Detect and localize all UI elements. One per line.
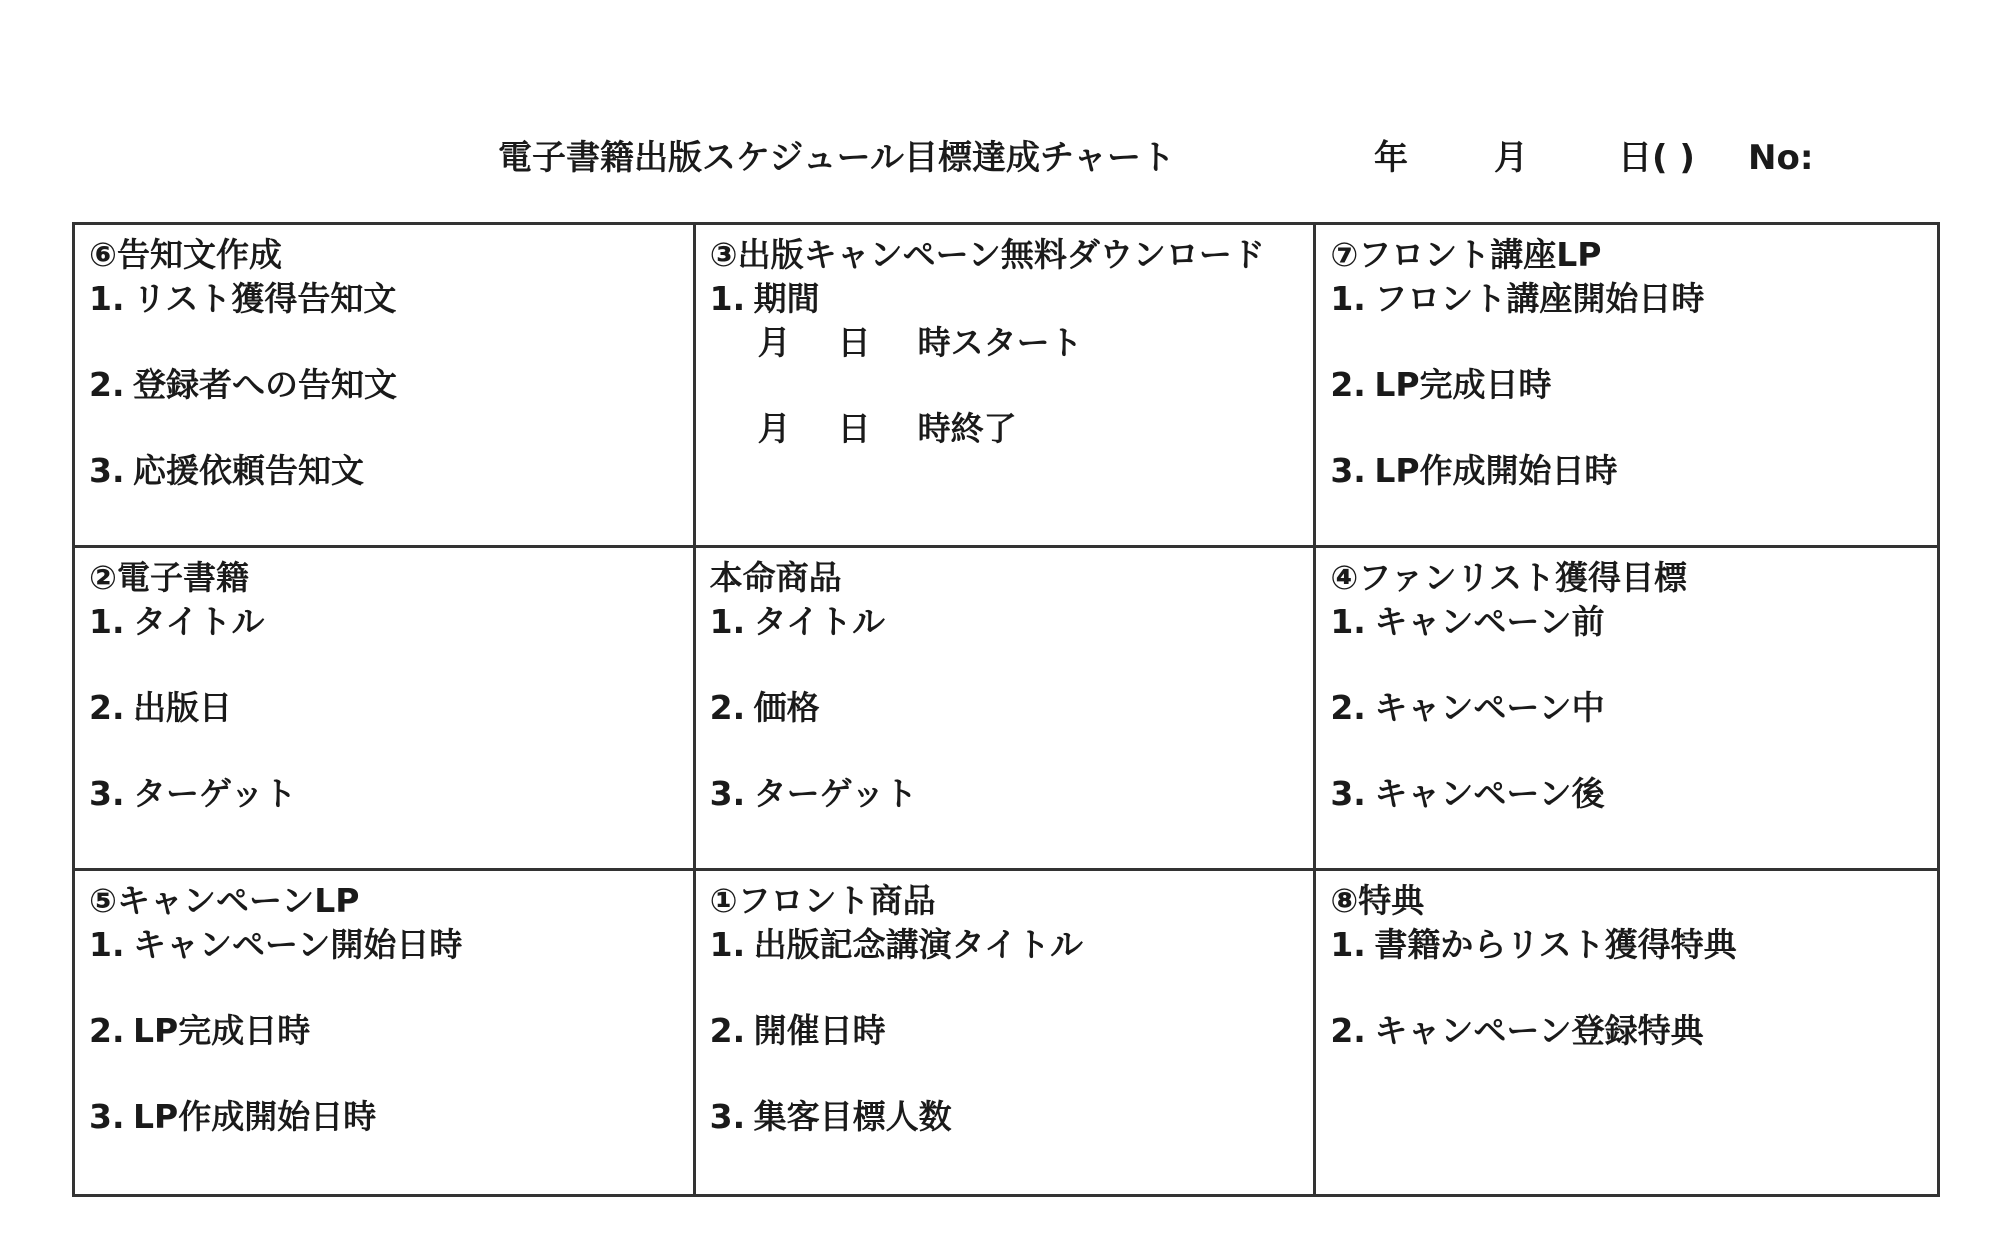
chart-cell (696, 548, 1317, 871)
item-number: 1. (709, 925, 746, 964)
cell-item (710, 1095, 1300, 1181)
item-number: 3. (89, 1097, 125, 1136)
item-number: 1. (1330, 925, 1366, 964)
cell-title: ④ファンリスト獲得目標 (1330, 558, 1687, 597)
cell-item (89, 1095, 679, 1181)
period-day: 日 (837, 323, 871, 362)
item-number: 2. (1330, 1011, 1366, 1050)
chart-cell (1316, 225, 1937, 548)
item-number: 1. (709, 279, 746, 318)
period-line (710, 321, 1300, 407)
cell-title: ②電子書籍 (89, 558, 249, 597)
chart-cell (696, 225, 1317, 548)
cell-title: ⑦フロント講座LP (1330, 235, 1602, 274)
cell-item (1330, 686, 1923, 772)
item-text: 応援依頼告知文 (133, 451, 364, 490)
item-number: 3. (709, 1097, 746, 1136)
cell-item (89, 449, 679, 535)
item-number: 3. (709, 774, 746, 813)
item-number: 1. (1330, 279, 1366, 318)
cell-item (710, 600, 1300, 686)
item-text: LP作成開始日時 (1374, 451, 1618, 490)
cell-item (89, 686, 679, 772)
number-label: No: (1748, 138, 1814, 178)
period-end: 時スタート (917, 323, 1083, 362)
cell-title: ①フロント商品 (709, 881, 936, 920)
item-text: ターゲット (133, 774, 297, 813)
cell-item (89, 363, 679, 449)
cell-item (710, 1009, 1300, 1095)
cell-item (1330, 363, 1923, 449)
item-text: 集客目標人数 (753, 1097, 952, 1136)
cell-item (1330, 923, 1923, 1009)
item-text: 出版日 (133, 688, 232, 727)
period-line (710, 407, 1300, 493)
item-text: 期間 (753, 279, 820, 318)
cell-item (89, 772, 679, 858)
item-number: 3. (89, 774, 125, 813)
item-text: キャンペーン開始日時 (133, 925, 463, 964)
item-number: 2. (709, 688, 746, 727)
item-number: 1. (89, 279, 125, 318)
cell-item (1330, 449, 1923, 535)
cell-title: ⑥告知文作成 (89, 235, 282, 274)
item-text: キャンペーン前 (1374, 602, 1605, 641)
cell-item (710, 923, 1300, 1009)
cell-item (1330, 1009, 1923, 1095)
cell-item (1330, 600, 1923, 686)
item-text: タイトル (753, 602, 885, 641)
cell-item (710, 772, 1300, 858)
period-end: 時終了 (917, 409, 1017, 448)
chart-grid (72, 222, 1940, 1197)
item-text: LP作成開始日時 (133, 1097, 377, 1136)
item-number: 2. (89, 688, 125, 727)
item-number: 2. (709, 1011, 746, 1050)
item-text: 開催日時 (753, 1011, 886, 1050)
item-number: 1. (1330, 602, 1366, 641)
year-label: 年 (1374, 138, 1408, 178)
item-text: キャンペーン登録特典 (1374, 1011, 1704, 1050)
item-text: LP完成日時 (1374, 365, 1552, 404)
chart-cell (1316, 548, 1937, 871)
item-number: 1. (709, 602, 746, 641)
item-number: 2. (1330, 688, 1366, 727)
item-text: フロント講座開始日時 (1374, 279, 1705, 318)
item-text: 書籍からリスト獲得特典 (1374, 925, 1737, 964)
item-text: 登録者への告知文 (133, 365, 397, 404)
cell-item (89, 1009, 679, 1095)
chart-header (498, 128, 1898, 188)
item-text: タイトル (133, 602, 265, 641)
cell-title: ⑤キャンペーンLP (89, 881, 360, 920)
item-number: 1. (89, 925, 125, 964)
cell-item (710, 686, 1300, 772)
cell-item (89, 277, 679, 363)
chart-title: 電子書籍出版スケジュール目標達成チャート (498, 138, 1175, 178)
cell-item (1330, 277, 1923, 363)
cell-title: ⑧特典 (1330, 881, 1425, 920)
period-month: 月 (757, 409, 791, 448)
chart-cell (75, 225, 696, 548)
period-day: 日 (837, 409, 871, 448)
chart-cell (696, 871, 1317, 1194)
cell-title: ③出版キャンペーン無料ダウンロード (709, 235, 1265, 274)
item-number: 3. (1330, 451, 1366, 490)
item-text: キャンペーン後 (1374, 774, 1605, 813)
cell-item (1330, 772, 1923, 858)
chart-cell (75, 548, 696, 871)
item-text: LP完成日時 (133, 1011, 311, 1050)
item-text: ターゲット (753, 774, 918, 813)
item-text: 価格 (753, 688, 820, 727)
item-number: 3. (89, 451, 125, 490)
item-text: キャンペーン中 (1374, 688, 1605, 727)
cell-item (710, 277, 1300, 321)
period-month: 月 (757, 323, 791, 362)
item-text: リスト獲得告知文 (133, 279, 397, 318)
item-text: 出版記念講演タイトル (753, 925, 1083, 964)
cell-item (89, 923, 679, 1009)
month-label: 月 (1494, 138, 1528, 178)
cell-item (89, 600, 679, 686)
day-label: 日( ) (1618, 138, 1695, 178)
item-number: 1. (89, 602, 125, 641)
chart-cell (1316, 871, 1937, 1194)
chart-cell (75, 871, 696, 1194)
item-number: 2. (1330, 365, 1366, 404)
item-number: 2. (89, 365, 125, 404)
item-number: 3. (1330, 774, 1366, 813)
item-number: 2. (89, 1011, 125, 1050)
cell-title: 本命商品 (709, 558, 842, 597)
